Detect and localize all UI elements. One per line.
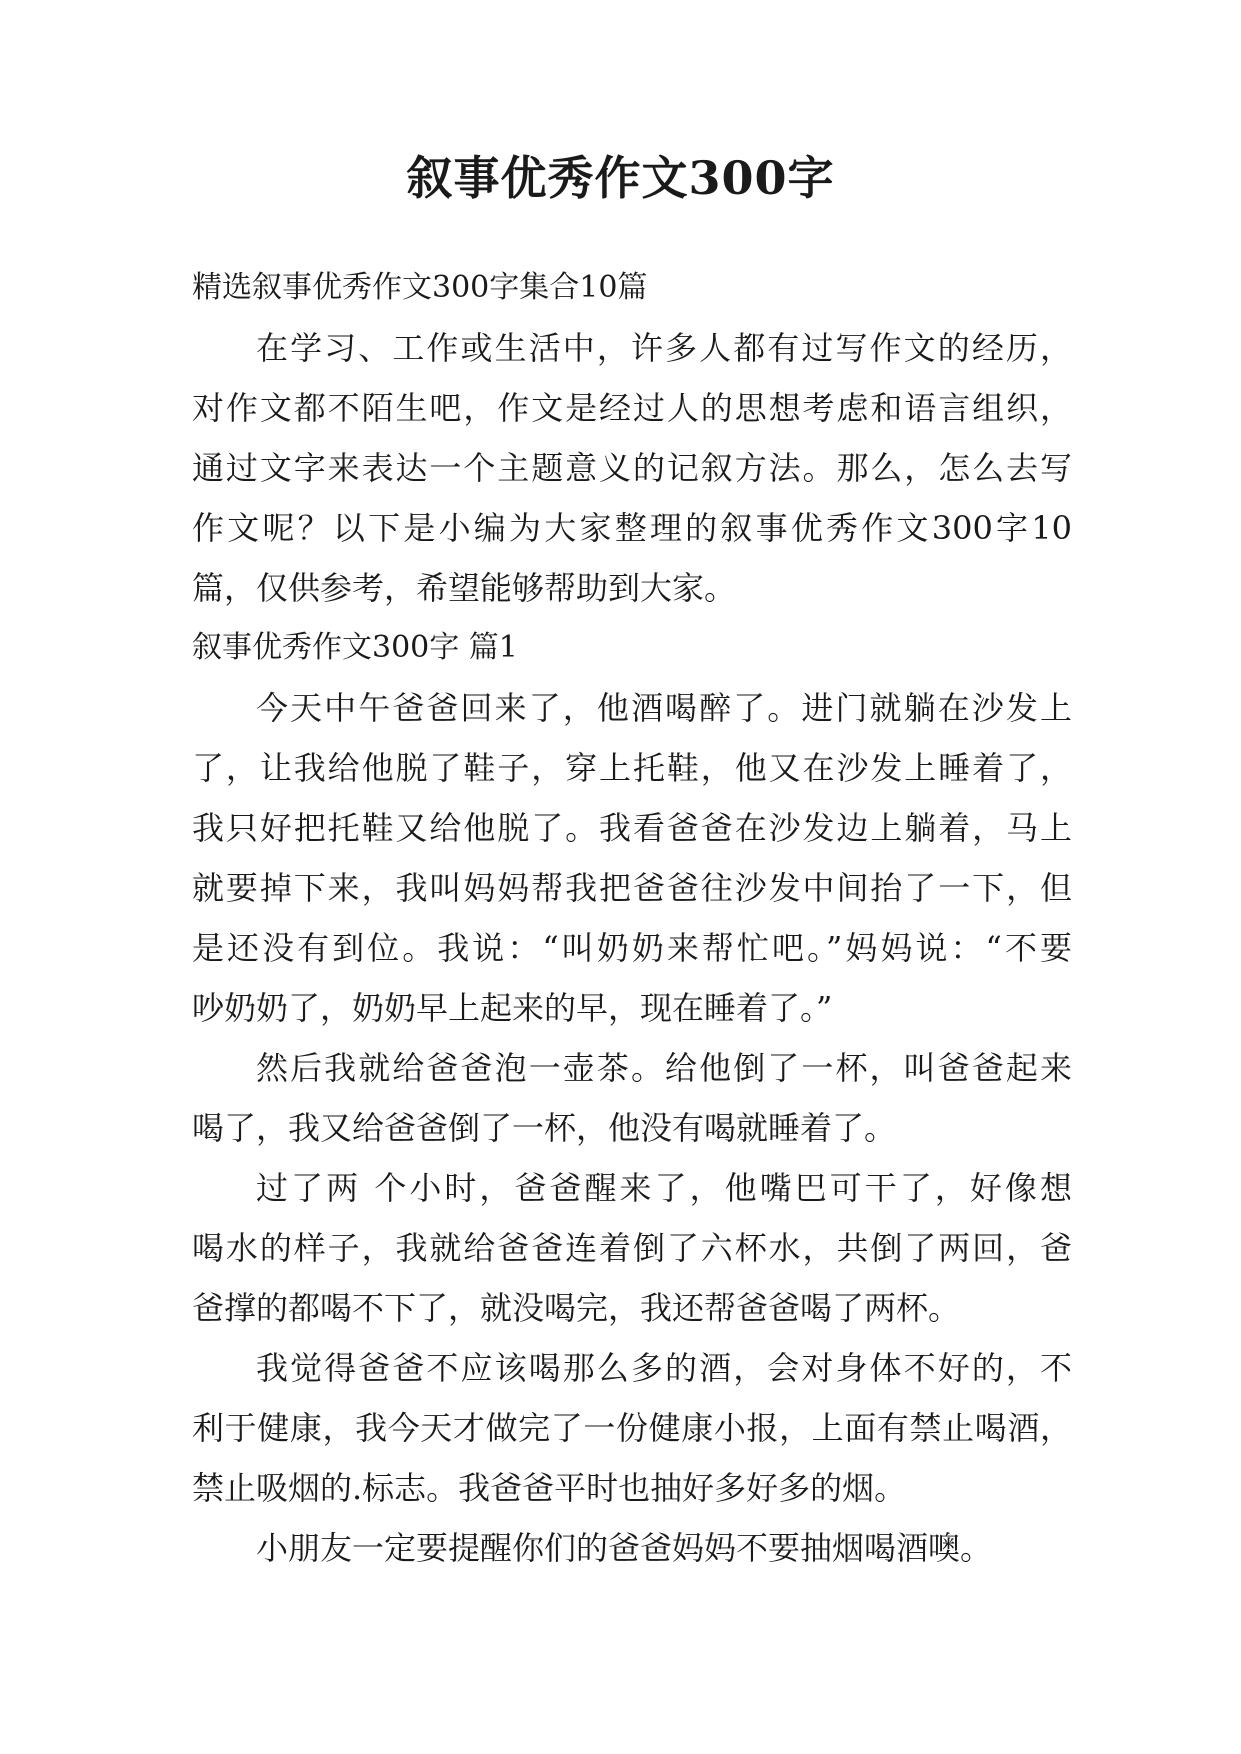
para1-line-3: 我只好把托鞋又给他脱了。我看爸爸在沙发边上躺着，马上: [192, 809, 1072, 847]
para1-line-6: 吵奶奶了，奶奶早上起来的早，现在睡着了。”: [192, 989, 833, 1027]
para3-line-1: 过了两 个小时，爸爸醒来了，他嘴巴可干了，好像想: [256, 1169, 1072, 1207]
intro-line-5: 篇，仅供参考，希望能够帮助到大家。: [192, 569, 737, 607]
document-title: 叙事优秀作文300字: [406, 151, 835, 205]
para4-line-3: 禁止吸烟的.标志。我爸爸平时也抽好多好多的烟。: [192, 1469, 907, 1507]
para2-line-1: 然后我就给爸爸泡一壶茶。给他倒了一杯，叫爸爸起来: [256, 1049, 1072, 1087]
intro-line-2: 对作文都不陌生吧，作文是经过人的思想考虑和语言组织，: [192, 389, 1072, 427]
document-body: [192, 258, 1072, 1578]
para2-line-2: 喝了，我又给爸爸倒了一杯，他没有喝就睡着了。: [192, 1109, 897, 1147]
para3-line-3: 爸撑的都喝不下了，就没喝完，我还帮爸爸喝了两杯。: [192, 1289, 961, 1327]
para1-line-4: 就要掉下来，我叫妈妈帮我把爸爸往沙发中间抬了一下，但: [192, 869, 1072, 907]
intro-line-4: 作文呢？以下是小编为大家整理的叙事优秀作文300字10: [192, 509, 1072, 547]
collection-heading: 精选叙事优秀作文300字集合10篇: [192, 270, 648, 305]
section-heading-1: 叙事优秀作文300字 篇1: [192, 630, 518, 665]
para3-line-2: 喝水的样子，我就给爸爸连着倒了六杯水，共倒了两回，爸: [192, 1229, 1072, 1267]
para5-line-1: 小朋友一定要提醒你们的爸爸妈妈不要抽烟喝酒噢。: [256, 1529, 993, 1567]
intro-line-1: 在学习、工作或生活中，许多人都有过写作文的经历，: [256, 329, 1072, 367]
para1-line-5: 是还没有到位。我说：“叫奶奶来帮忙吧。”妈妈说：“不要: [192, 929, 1072, 967]
para1-line-2: 了，让我给他脱了鞋子，穿上托鞋，他又在沙发上睡着了，: [192, 749, 1072, 787]
para4-line-1: 我觉得爸爸不应该喝那么多的酒，会对身体不好的，不: [256, 1349, 1072, 1387]
para1-line-1: 今天中午爸爸回来了，他酒喝醉了。进门就躺在沙发上: [256, 689, 1072, 727]
para4-line-2: 利于健康，我今天才做完了一份健康小报，上面有禁止喝酒，: [192, 1409, 1072, 1447]
intro-line-3: 通过文字来表达一个主题意义的记叙方法。那么，怎么去写: [192, 449, 1072, 487]
